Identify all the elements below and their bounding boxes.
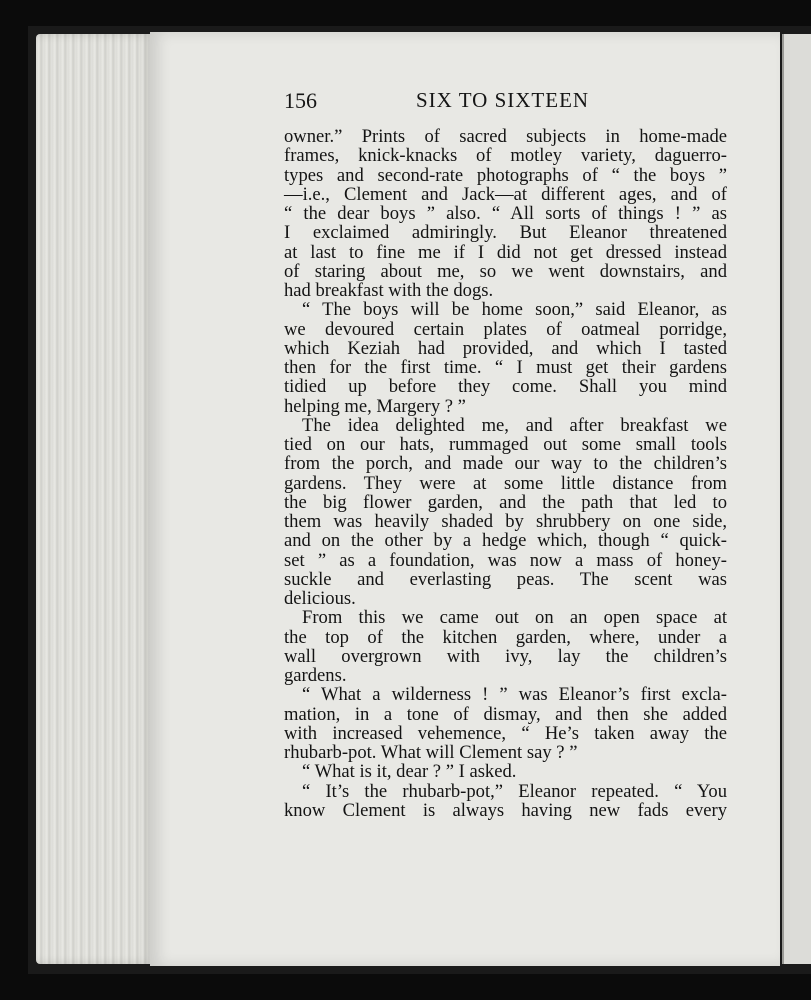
text-line: then for the first time. “ I must get their gardens [284,357,727,378]
text-line: wall overgrown with ivy, lay the children’s [284,645,727,667]
text-line: rhubarb-pot. What will Clement say ? ” [284,742,578,763]
text-line: them was heavily shaded by shrubbery on one side, [284,511,727,532]
text-line: tied on our hats, rummaged out some small tools [284,434,727,455]
text-line: the big flower garden, and the path that led to [284,491,727,513]
text-line: The idea delighted me, and after breakfast we [302,414,727,436]
text-line: I exclaimed admiringly. But Eleanor threatened [284,222,727,244]
text-line: had breakfast with the dogs. [284,280,494,301]
text-line: delicious. [284,588,356,609]
text-line: with increased vehemence, “ He’s taken away the [284,722,727,744]
facing-page-edge [782,34,811,964]
text-line: from the porch, and made our way to the children’s [284,453,727,475]
text-line: and on the other by a hedge which, though “ quick- [284,530,727,552]
text-line: “ What is it, dear ? ” I asked. [302,761,517,783]
text-line: “ the dear boys ” also. “ All sorts of things ! ” as [284,203,727,224]
page-number: 156 [284,88,317,113]
text-line: From this we came out on an open space at [302,607,727,629]
text-line: know Clement is always having new fads every [284,799,727,821]
text-line: gardens. They were at some little distance from [284,472,727,494]
text-line: mation, in a tone of dismay, and then she added [284,703,727,725]
text-line: which Keziah had provided, and which I tasted [284,337,727,359]
text-line: —i.e., Clement and Jack—at different ages, and of [284,183,727,205]
body-text [284,127,727,820]
text-line: we devoured certain plates of oatmeal porridge, [284,318,727,340]
text-line: the top of the kitchen garden, where, under a [284,626,727,648]
text-line: owner.” Prints of sacred subjects in home-made [284,126,727,147]
text-line: gardens. [284,665,347,686]
text-line: of staring about me, so we went downstairs, and [284,260,727,282]
text-line: “ It’s the rhubarb-pot,” Eleanor repeated. “ You [302,780,727,802]
text-line: helping me, Margery ? ” [284,395,466,417]
running-head [284,88,727,118]
text-line: at last to fine me if I did not get dressed instead [284,241,727,263]
text-line: frames, knick-knacks of motley variety, daguerro- [284,145,727,167]
text-line: suckle and everlasting peas. The scent was [284,568,727,590]
text-line: tidied up before they come. Shall you mind [284,376,727,398]
text-line: “ The boys will be home soon,” said Eleanor, as [302,299,727,321]
text-line: set ” as a foundation, was now a mass of honey- [284,549,727,571]
text-line: types and second-rate photographs of “ the boys ” [284,164,727,186]
running-title: SIX TO SIXTEEN [416,88,590,112]
page-edges [36,34,154,964]
text-line: “ What a wilderness ! ” was Eleanor’s first excla- [302,684,727,706]
